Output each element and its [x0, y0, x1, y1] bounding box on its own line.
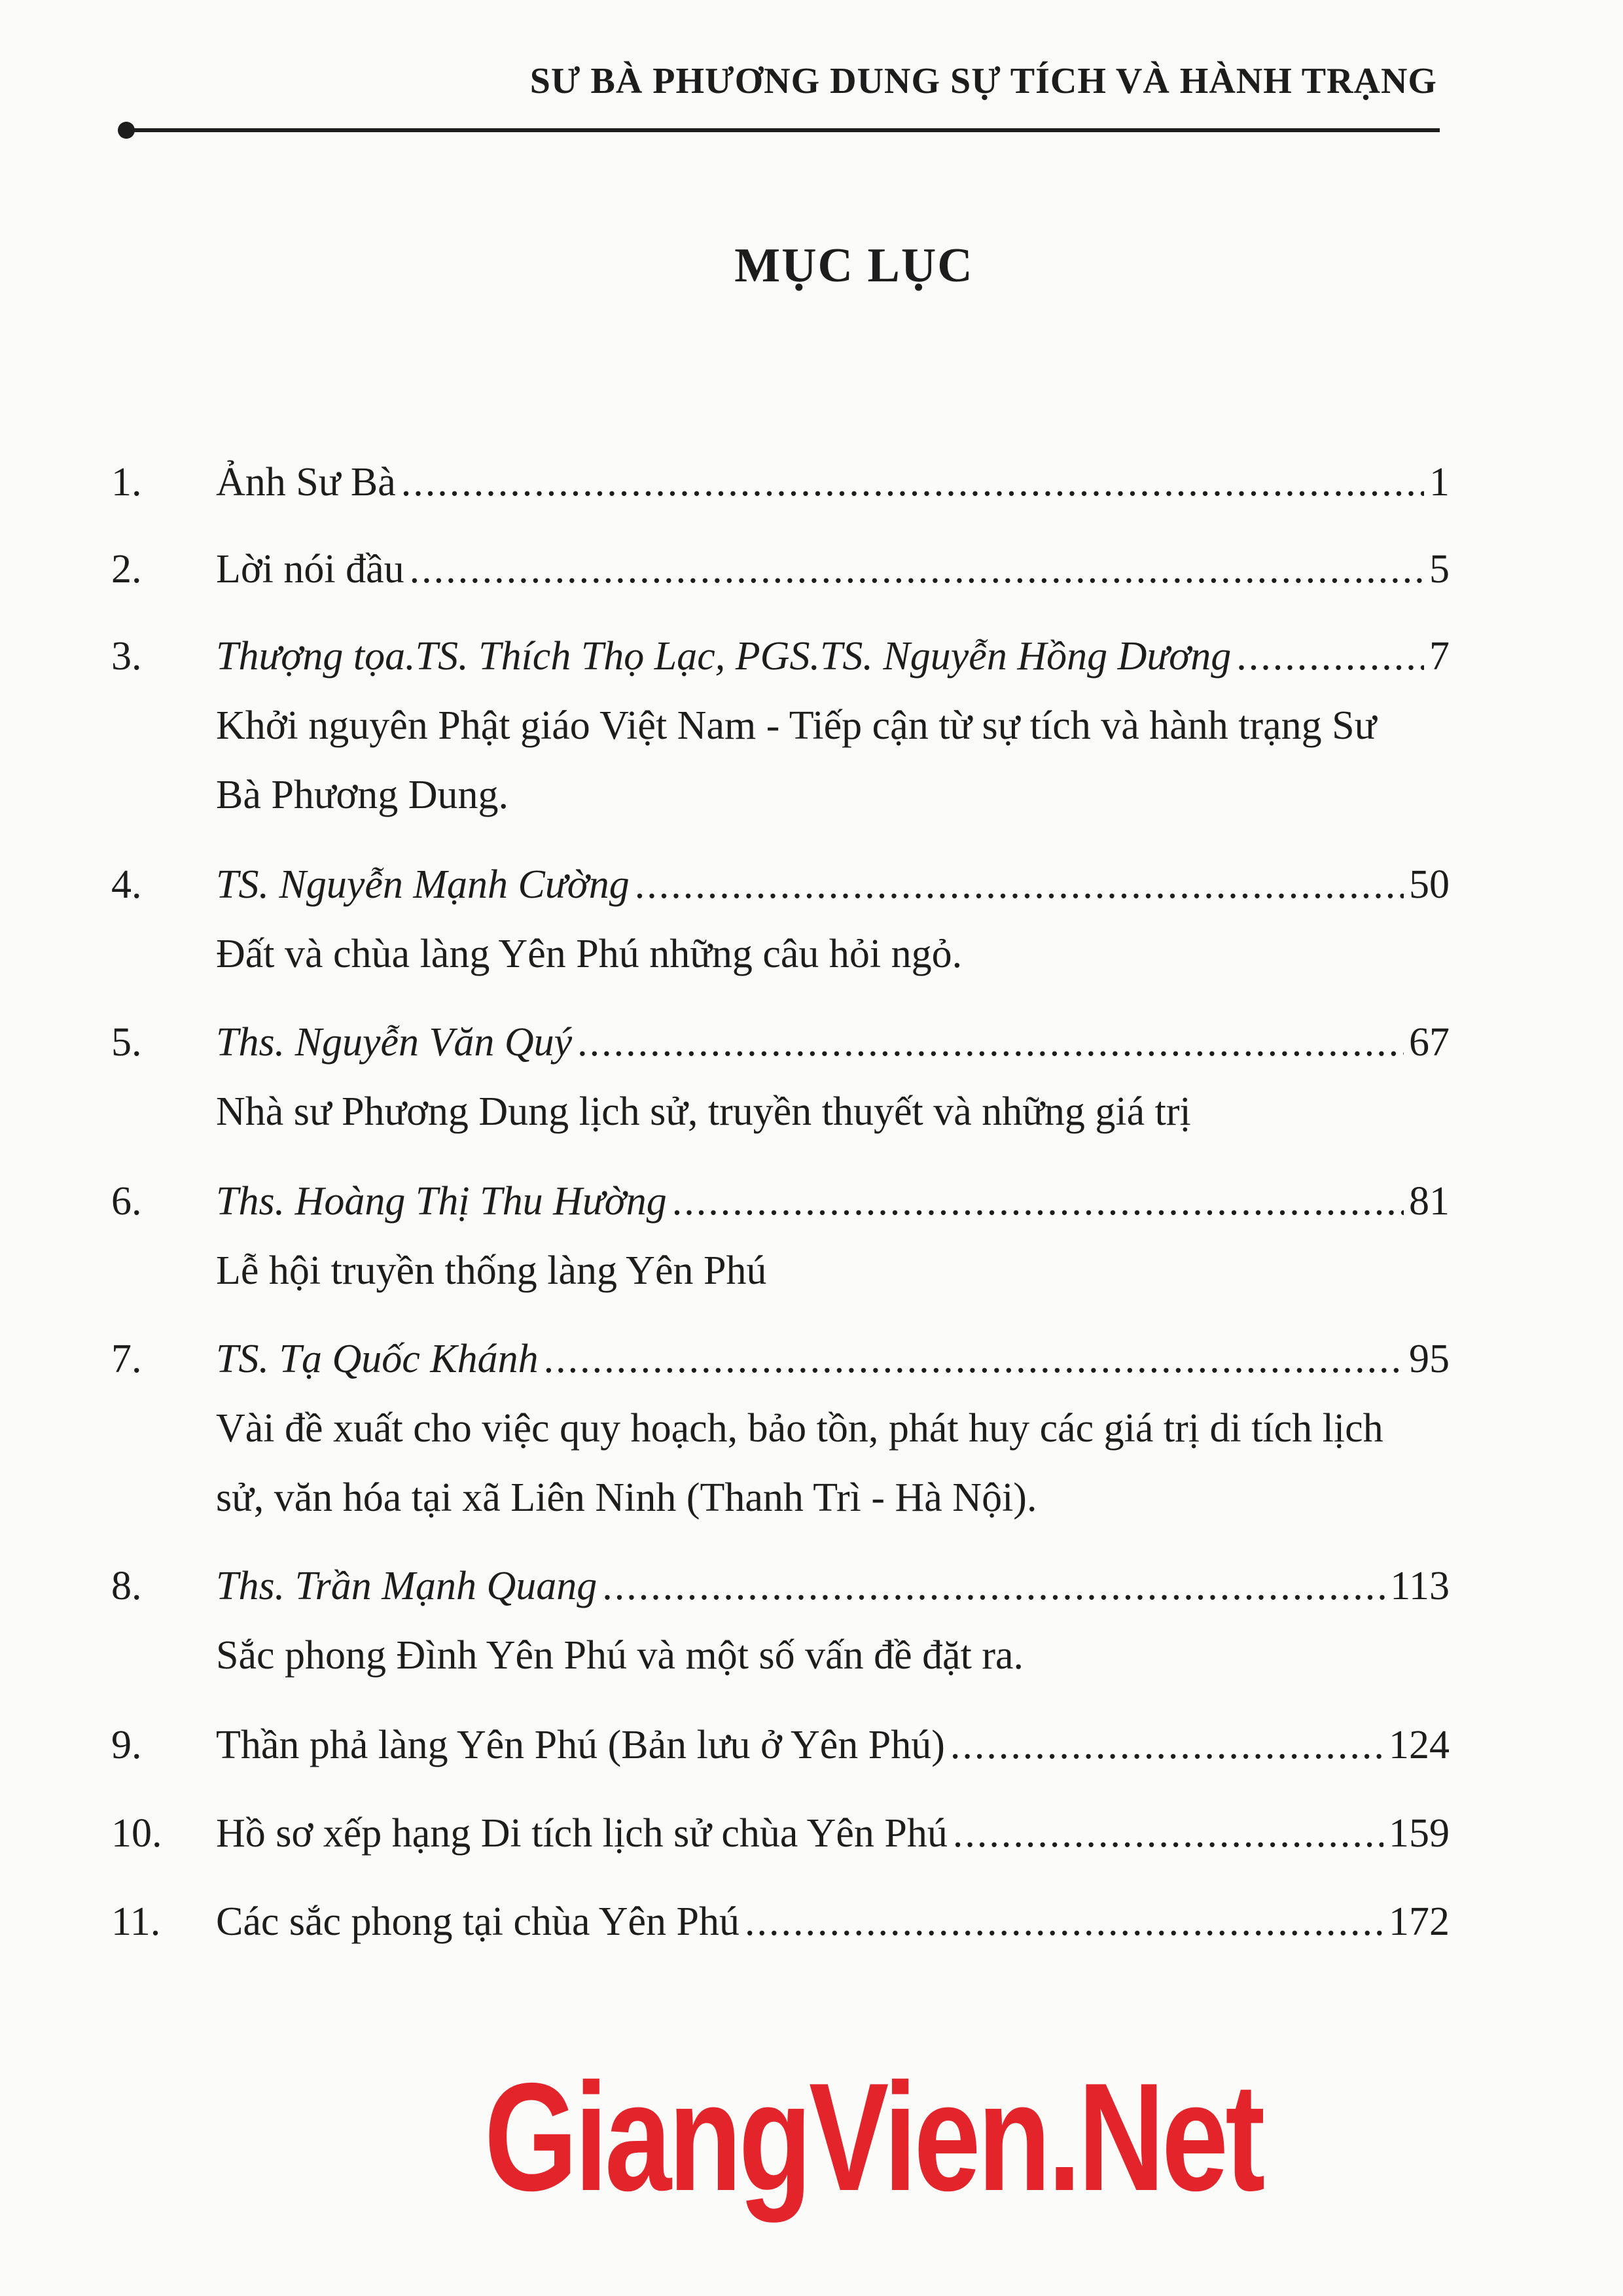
toc-entry[interactable] [111, 1008, 1450, 1146]
entry-title: Thần phả làng Yên Phú (Bản lưu ở Yên Phú) [216, 1723, 945, 1767]
entry-number: 8. [111, 1564, 142, 1608]
entry-author: Thượng tọa.TS. Thích Thọ Lạc, PGS.TS. Nguyễn Hồng Dương [216, 634, 1232, 679]
entry-page: 172 [1389, 1899, 1450, 1944]
toc-entry[interactable] [111, 1888, 1450, 1956]
entry-description: Đất và chùa làng Yên Phú những câu hỏi ngỏ. [216, 932, 963, 976]
entry-page: 124 [1389, 1723, 1450, 1767]
table-of-contents [111, 448, 1450, 1956]
entry-number: 11. [111, 1899, 161, 1944]
entry-number: 5. [111, 1020, 142, 1065]
entry-number: 3. [111, 634, 142, 679]
entry-page: 81 [1409, 1179, 1450, 1224]
entry-number: 4. [111, 862, 142, 907]
toc-entry[interactable] [111, 535, 1450, 604]
entry-description: Sắc phong Đình Yên Phú và một số vấn đề đặt ra. [216, 1633, 1024, 1678]
watermark-text: GiangVien.Net [484, 2051, 1262, 2223]
entry-description: Lễ hội truyền thống làng Yên Phú [216, 1248, 767, 1293]
entry-number: 2. [111, 547, 142, 592]
header-rule [128, 128, 1440, 132]
entry-title: Các sắc phong tại chùa Yên Phú [216, 1899, 740, 1944]
entry-page: 5 [1429, 547, 1450, 592]
entry-author: Ths. Hoàng Thị Thu Hường [216, 1179, 667, 1224]
toc-entry[interactable] [111, 1711, 1450, 1780]
toc-entry[interactable] [111, 1325, 1450, 1532]
entry-number: 10. [111, 1811, 162, 1856]
toc-entry[interactable] [111, 622, 1450, 830]
entry-author: TS. Nguyễn Mạnh Cường [216, 862, 630, 907]
entry-page: 113 [1390, 1564, 1450, 1608]
entry-title: Hồ sơ xếp hạng Di tích lịch sử chùa Yên Phú [216, 1811, 948, 1856]
page-title: MỤC LỤC [734, 239, 974, 292]
entry-page: 7 [1429, 634, 1450, 679]
entry-author: Ths. Trần Mạnh Quang [216, 1564, 597, 1608]
entry-page: 159 [1389, 1811, 1450, 1856]
leader-dots [672, 1167, 1404, 1236]
toc-entry[interactable] [111, 1552, 1450, 1690]
entry-author: Ths. Nguyễn Văn Quý [216, 1020, 573, 1065]
entry-page: 67 [1409, 1020, 1450, 1065]
entry-author: TS. Tạ Quốc Khánh [216, 1337, 539, 1381]
running-header: SƯ BÀ PHƯƠNG DUNG SỰ TÍCH VÀ HÀNH TRẠNG [529, 61, 1437, 101]
leader-dots [602, 1552, 1385, 1621]
leader-dots [745, 1888, 1383, 1956]
toc-entry[interactable] [111, 851, 1450, 989]
entry-page: 1 [1429, 460, 1450, 504]
entry-page: 50 [1409, 862, 1450, 907]
entry-title: Ảnh Sư Bà [216, 460, 396, 504]
toc-entry[interactable] [111, 448, 1450, 517]
entry-number: 9. [111, 1723, 142, 1767]
leader-dots [577, 1008, 1404, 1077]
leader-dots [635, 851, 1404, 919]
entry-number: 1. [111, 460, 142, 504]
toc-entry[interactable] [111, 1799, 1450, 1868]
entry-page: 95 [1409, 1337, 1450, 1381]
leader-dots [1236, 622, 1424, 691]
entry-description: Khởi nguyên Phật giáo Việt Nam - Tiếp cận từ sự tích và hành trạng Sư Bà Phương Dung. [216, 703, 1377, 817]
leader-dots [544, 1325, 1404, 1394]
entry-number: 7. [111, 1337, 142, 1381]
leader-dots [953, 1799, 1383, 1868]
entry-description: Nhà sư Phương Dung lịch sử, truyền thuyết và những giá trị [216, 1089, 1191, 1134]
leader-dots [410, 535, 1424, 604]
leader-dots [401, 448, 1424, 517]
leader-dots [950, 1711, 1383, 1780]
toc-entry[interactable] [111, 1167, 1450, 1305]
entry-description: Vài đề xuất cho việc quy hoạch, bảo tồn, phát huy các giá trị di tích lịch sử, văn hóa tại xã Liên Ninh (Thanh Trì - Hà Nội). [216, 1406, 1383, 1520]
entry-number: 6. [111, 1179, 142, 1224]
entry-title: Lời nói đầu [216, 547, 404, 592]
